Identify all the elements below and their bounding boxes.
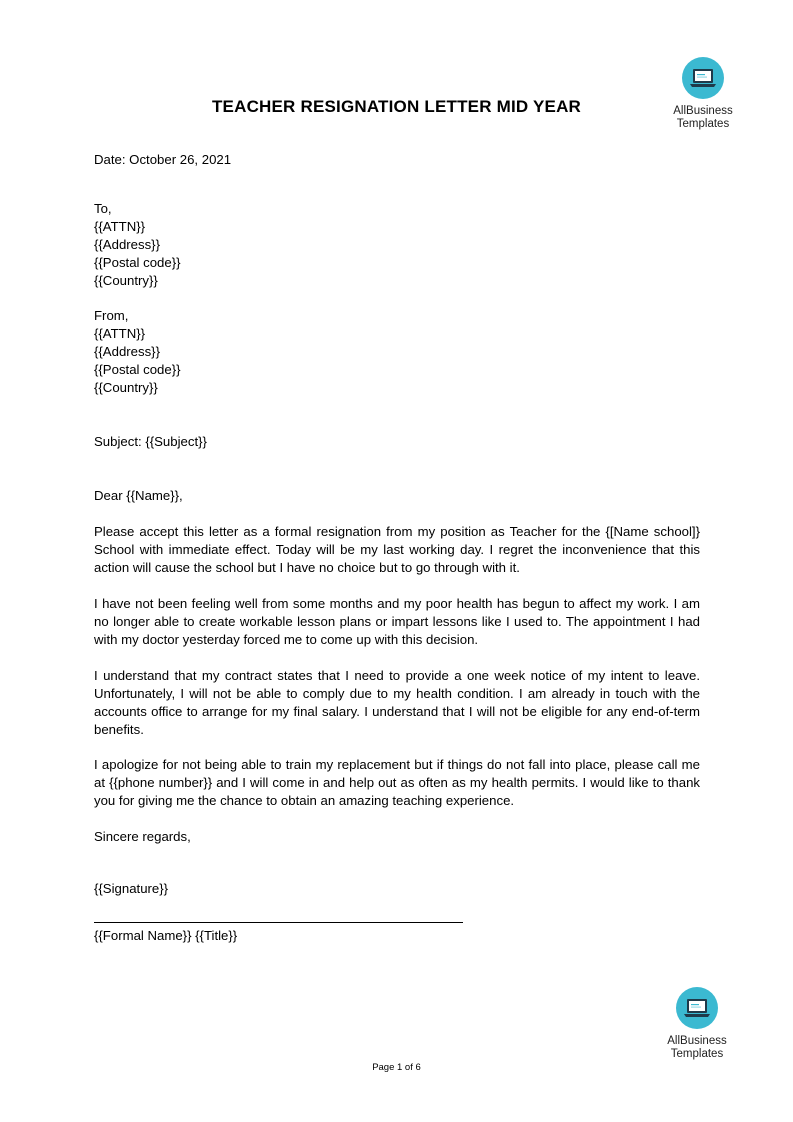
logo-text: AllBusiness Templates (673, 105, 733, 130)
closing: Sincere regards, (94, 829, 191, 844)
to-attn: {{ATTN}} (94, 219, 146, 234)
body-paragraph-2: I have not been feeling well from some months and my poor health has begun to affect my work. I am no longer able to create workable lesson plans or impart lessons like I used to. The appointment I had with my doctor yesterday forced me to come up with this decision. (94, 596, 700, 647)
from-country: {{Country}} (94, 380, 158, 395)
signature-placeholder: {{Signature}} (94, 881, 169, 896)
from-address: {{Address}} (94, 344, 160, 359)
subject-line: Subject: {{Subject}} (94, 434, 207, 449)
from-attn: {{ATTN}} (94, 326, 146, 341)
from-postal-code: {{Postal code}} (94, 362, 181, 377)
document-title: TEACHER RESIGNATION LETTER MID YEAR (211, 97, 582, 116)
body-paragraph-1: Please accept this letter as a formal resignation from my position as Teacher for the {[Name school]} School with immediate effect. Today will be my last working day. I regret the inconvenience that this action will cause the school but I have no choice but to go through with it. (94, 524, 700, 575)
body-paragraph-4: I apologize for not being able to train my replacement but if things do not fall into place, please call me at {{phone number}} and I will come in and help out as often as my health permits. I would like to thank you for giving me the chance to obtain an amazing teaching experience. (94, 757, 700, 808)
allbusiness-logo-bottom (652, 986, 742, 1061)
page-number: Page 1 of 6 (372, 1062, 421, 1073)
body-paragraph-3: I understand that my contract states that I need to provide a one week notice of my intent to leave. Unfortunately, I will not be able to comply due to my health condition. I am already in touch with the accounts office to arrange for my final salary. I understand that I will not be eligible for any end-of-term benefits. (94, 668, 700, 737)
laptop-icon (675, 986, 719, 1030)
allbusiness-logo-top (658, 56, 748, 131)
formal-name-title: {{Formal Name}} {{Title}} (94, 928, 238, 943)
logo-text: AllBusiness Templates (667, 1035, 727, 1060)
signature-line (94, 922, 463, 923)
to-country: {{Country}} (94, 273, 158, 288)
greeting: Dear {{Name}}, (94, 488, 183, 503)
date-line: Date: October 26, 2021 (94, 152, 232, 167)
from-label: From, (94, 308, 129, 323)
laptop-icon (681, 56, 725, 100)
to-postal-code: {{Postal code}} (94, 255, 181, 270)
to-label: To, (94, 201, 112, 216)
to-address: {{Address}} (94, 237, 160, 252)
